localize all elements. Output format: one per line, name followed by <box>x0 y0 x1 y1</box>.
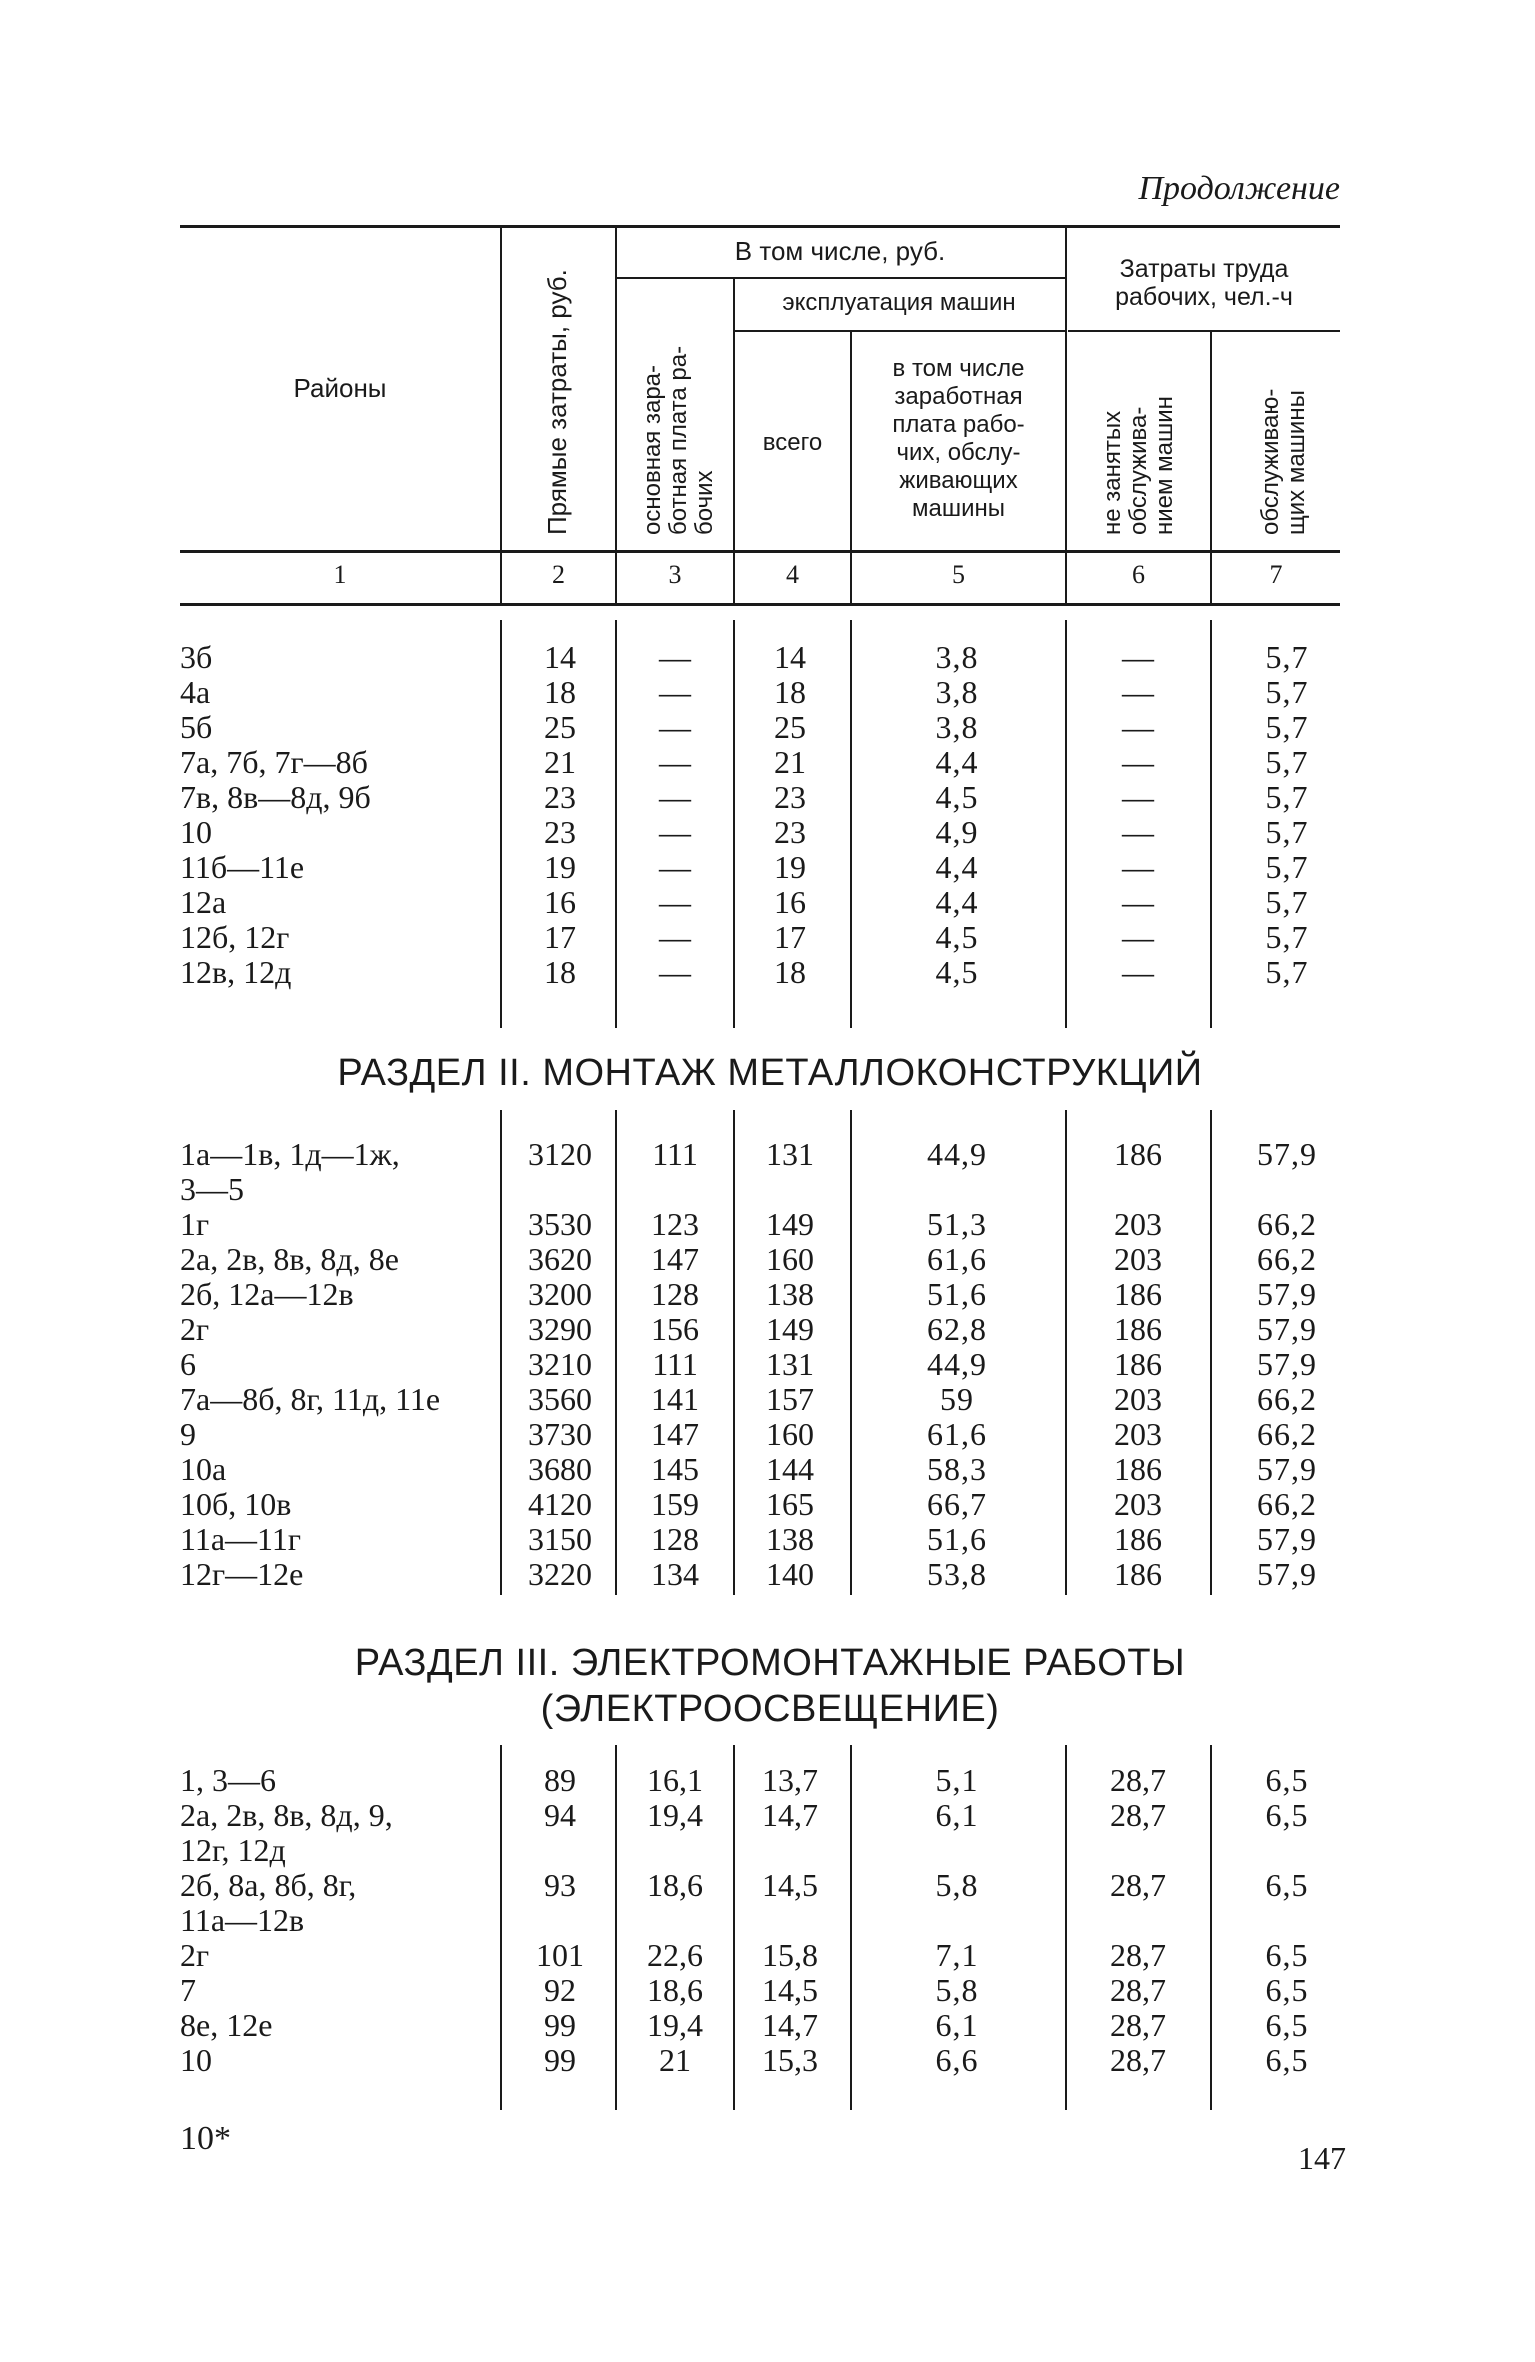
direct-costs-cell: 3620 <box>528 1241 592 1277</box>
labor-machines-cell: 6,5 <box>1265 1937 1309 1973</box>
labor-machines-cell: 6,5 <box>1265 2042 1309 2078</box>
direct-costs-cell: 94 <box>544 1797 576 1833</box>
direct-costs-cell: 19 <box>544 849 576 885</box>
base-wages-cell: 111 <box>652 1136 698 1172</box>
direct-costs-cell: 3210 <box>528 1346 592 1382</box>
district-cell: 7а—8б, 8г, 11д, 11е <box>180 1381 441 1417</box>
direct-costs-cell: 23 <box>544 814 576 850</box>
machine-wages-cell: 3,8 <box>935 674 979 710</box>
machines-total-cell: 18 <box>774 954 806 990</box>
column-number: 6 <box>1132 560 1145 589</box>
machine-wages-cell: 53,8 <box>927 1556 987 1592</box>
labor-machines-cell: 66,2 <box>1257 1206 1317 1242</box>
machines-total-cell: 131 <box>766 1346 814 1382</box>
labor-machines-cell: 66,2 <box>1257 1486 1317 1522</box>
direct-costs-cell: 21 <box>544 744 576 780</box>
machine-wages-cell: 51,3 <box>927 1206 987 1242</box>
header-group-including: В том числе, руб. <box>734 236 946 266</box>
column-number: 5 <box>952 560 965 589</box>
direct-costs-cell: 3290 <box>528 1311 592 1347</box>
labor-not-machines-cell: 186 <box>1114 1311 1162 1347</box>
machines-total-cell: 14,5 <box>762 1972 818 2008</box>
labor-machines-cell: 5,7 <box>1265 954 1309 990</box>
column-number: 4 <box>786 560 799 589</box>
labor-not-machines-cell: — <box>1122 954 1154 990</box>
machines-total-cell: 160 <box>766 1416 814 1452</box>
district-cell: 9 <box>180 1416 196 1452</box>
district-cell: 12г, 12д <box>180 1832 286 1868</box>
machines-total-cell: 14 <box>774 639 806 675</box>
machine-wages-cell: 59 <box>940 1381 974 1417</box>
table-row <box>0 1382 1535 1417</box>
district-cell: 4а <box>180 674 211 710</box>
table-row <box>0 920 1535 955</box>
machines-total-cell: 13,7 <box>762 1762 818 1798</box>
district-cell: 12б, 12г <box>180 919 290 955</box>
machines-total-cell: 138 <box>766 1276 814 1312</box>
machines-total-cell: 14,7 <box>762 1797 818 1833</box>
header-bottom-rule <box>180 550 1340 553</box>
base-wages-cell: 111 <box>652 1346 698 1382</box>
machine-wages-cell: 3,8 <box>935 709 979 745</box>
base-wages-cell: — <box>659 674 691 710</box>
base-wages-cell: — <box>659 779 691 815</box>
labor-machines-cell: 57,9 <box>1257 1451 1317 1487</box>
table-row <box>0 710 1535 745</box>
labor-not-machines-cell: 28,7 <box>1110 1937 1166 1973</box>
table-row <box>0 1312 1535 1347</box>
district-cell: 2г <box>180 1937 210 1973</box>
table-row <box>0 1452 1535 1487</box>
labor-machines-cell: 5,7 <box>1265 884 1309 920</box>
machines-total-cell: 157 <box>766 1381 814 1417</box>
labor-machines-cell: 66,2 <box>1257 1416 1317 1452</box>
machine-wages-cell: 4,5 <box>935 954 979 990</box>
header-direct-costs: Прямые затраты, руб. <box>542 269 572 535</box>
labor-machines-cell: 57,9 <box>1257 1521 1317 1557</box>
column-number: 1 <box>333 560 347 589</box>
district-cell: 10 <box>180 814 212 850</box>
machines-total-cell: 21 <box>774 744 806 780</box>
machine-wages-cell: 66,7 <box>927 1486 987 1522</box>
base-wages-cell: 134 <box>651 1556 699 1592</box>
machines-total-cell: 14,7 <box>762 2007 818 2043</box>
column-number: 3 <box>668 560 682 589</box>
base-wages-cell: 156 <box>651 1311 699 1347</box>
district-cell: 2г <box>180 1311 210 1347</box>
section-title-2: РАЗДЕЛ II. МОНТАЖ МЕТАЛЛОКОНСТРУКЦИЙ <box>337 1052 1203 1094</box>
machines-total-cell: 15,3 <box>762 2042 818 2078</box>
district-cell: 5б <box>180 709 213 745</box>
labor-machines-cell: 5,7 <box>1265 849 1309 885</box>
labor-not-machines-cell: 28,7 <box>1110 1762 1166 1798</box>
labor-not-machines-cell: 203 <box>1114 1381 1162 1417</box>
direct-costs-cell: 14 <box>544 639 576 675</box>
machine-wages-cell: 62,8 <box>927 1311 987 1347</box>
column-numbers-rule <box>180 603 1340 606</box>
machine-wages-cell: 51,6 <box>927 1276 987 1312</box>
district-cell: 10 <box>180 2042 212 2078</box>
machines-total-cell: 138 <box>766 1521 814 1557</box>
machines-total-cell: 140 <box>766 1556 814 1592</box>
base-wages-cell: 19,4 <box>647 2007 703 2043</box>
labor-not-machines-cell: — <box>1122 639 1154 675</box>
labor-not-machines-cell: 203 <box>1114 1416 1162 1452</box>
base-wages-cell: 159 <box>651 1486 699 1522</box>
machine-wages-cell: 61,6 <box>927 1416 987 1452</box>
labor-not-machines-cell: 186 <box>1114 1521 1162 1557</box>
base-wages-cell: 19,4 <box>647 1797 703 1833</box>
base-wages-cell: — <box>659 744 691 780</box>
header-labor-not-machines: не занятых обслужива- нием машин <box>1099 396 1178 535</box>
table-row <box>0 1833 1535 1868</box>
machine-wages-cell: 6,6 <box>935 2042 979 2078</box>
district-cell: 7 <box>180 1972 196 2008</box>
table-row <box>0 1903 1535 1938</box>
table-row <box>0 1172 1535 1207</box>
district-cell: 1а—1в, 1д—1ж, <box>180 1136 400 1172</box>
signature-mark: 10* <box>180 2120 231 2157</box>
direct-costs-cell: 92 <box>544 1972 576 2008</box>
labor-not-machines-cell: — <box>1122 814 1154 850</box>
machines-total-cell: 19 <box>774 849 806 885</box>
table-row <box>0 1487 1535 1522</box>
machine-wages-cell: 44,9 <box>927 1136 987 1172</box>
direct-costs-cell: 93 <box>544 1867 576 1903</box>
labor-not-machines-cell: 203 <box>1114 1206 1162 1242</box>
district-cell: 12а <box>180 884 227 920</box>
district-cell: 10б, 10в <box>180 1486 292 1522</box>
direct-costs-cell: 4120 <box>528 1486 592 1522</box>
direct-costs-cell: 18 <box>544 674 576 710</box>
direct-costs-cell: 89 <box>544 1762 576 1798</box>
machine-wages-cell: 4,4 <box>935 744 979 780</box>
table-row <box>0 885 1535 920</box>
district-cell: 2б, 8а, 8б, 8г, <box>180 1867 357 1903</box>
district-cell: 7в, 8в—8д, 9б <box>180 779 371 815</box>
labor-machines-cell: 57,9 <box>1257 1311 1317 1347</box>
labor-machines-cell: 5,7 <box>1265 744 1309 780</box>
labor-machines-cell: 5,7 <box>1265 919 1309 955</box>
table-row <box>0 1347 1535 1382</box>
header-machines-total: всего <box>762 429 823 456</box>
district-cell: 2а, 2в, 8в, 8д, 8е <box>180 1241 399 1277</box>
table-row <box>0 2043 1535 2078</box>
labor-not-machines-cell: 186 <box>1114 1556 1162 1592</box>
machine-wages-cell: 4,9 <box>935 814 979 850</box>
machines-total-cell: 16 <box>774 884 806 920</box>
base-wages-cell: 21 <box>659 2042 691 2078</box>
labor-machines-cell: 6,5 <box>1265 1797 1309 1833</box>
table-row <box>0 2008 1535 2043</box>
base-wages-cell: — <box>659 709 691 745</box>
labor-machines-cell: 66,2 <box>1257 1241 1317 1277</box>
direct-costs-cell: 99 <box>544 2042 576 2078</box>
machine-wages-cell: 6,1 <box>935 1797 979 1833</box>
machines-total-cell: 160 <box>766 1241 814 1277</box>
header-machine-wages: в том числе заработная плата рабо- чих, обслу- живающих машины <box>892 355 1025 522</box>
labor-machines-cell: 5,7 <box>1265 779 1309 815</box>
machine-wages-cell: 5,8 <box>935 1972 979 2008</box>
header-divider <box>1065 228 1067 603</box>
direct-costs-cell: 18 <box>544 954 576 990</box>
labor-not-machines-cell: 186 <box>1114 1136 1162 1172</box>
table-row <box>0 1557 1535 1592</box>
district-cell: 11а—11г <box>180 1521 301 1557</box>
machines-total-cell: 144 <box>766 1451 814 1487</box>
base-wages-cell: — <box>659 919 691 955</box>
table-row <box>0 850 1535 885</box>
header-labor-machines: обслуживаю- щих машины <box>1257 388 1310 535</box>
base-wages-cell: 22,6 <box>647 1937 703 1973</box>
table-row <box>0 1763 1535 1798</box>
machine-wages-cell: 4,5 <box>935 919 979 955</box>
labor-not-machines-cell: — <box>1122 744 1154 780</box>
labor-machines-cell: 6,5 <box>1265 2007 1309 2043</box>
table-row <box>0 1277 1535 1312</box>
base-wages-cell: 147 <box>651 1416 699 1452</box>
machines-total-cell: 131 <box>766 1136 814 1172</box>
base-wages-cell: 18,6 <box>647 1972 703 2008</box>
header-divider <box>500 228 502 603</box>
labor-not-machines-cell: — <box>1122 674 1154 710</box>
machine-wages-cell: 44,9 <box>927 1346 987 1382</box>
table-row <box>0 745 1535 780</box>
table-row <box>0 780 1535 815</box>
labor-machines-cell: 6,5 <box>1265 1762 1309 1798</box>
section-title-3: РАЗДЕЛ III. ЭЛЕКТРОМОНТАЖНЫЕ РАБОТЫ (ЭЛЕКТРООСВЕЩЕНИЕ) <box>354 1642 1186 1730</box>
district-cell: 10а <box>180 1451 227 1487</box>
labor-machines-cell: 5,7 <box>1265 814 1309 850</box>
header-group-labor: Затраты труда рабочих, чел.-ч <box>1115 255 1293 311</box>
labor-machines-cell: 6,5 <box>1265 1972 1309 2008</box>
machines-total-cell: 18 <box>774 674 806 710</box>
district-cell: 7а, 7б, 7г—8б <box>180 744 368 780</box>
direct-costs-cell: 99 <box>544 2007 576 2043</box>
base-wages-cell: — <box>659 954 691 990</box>
direct-costs-cell: 23 <box>544 779 576 815</box>
table-row <box>0 1207 1535 1242</box>
labor-machines-cell: 5,7 <box>1265 709 1309 745</box>
district-cell: 12г—12е <box>180 1556 304 1592</box>
machine-wages-cell: 3,8 <box>935 639 979 675</box>
machine-wages-cell: 7,1 <box>935 1937 979 1973</box>
table-row <box>0 1137 1535 1172</box>
table-row <box>0 1522 1535 1557</box>
table-row <box>0 1938 1535 1973</box>
direct-costs-cell: 3150 <box>528 1521 592 1557</box>
base-wages-cell: — <box>659 849 691 885</box>
district-cell: 8е, 12е <box>180 2007 273 2043</box>
table-row <box>0 1868 1535 1903</box>
base-wages-cell: 128 <box>651 1276 699 1312</box>
table-row <box>0 640 1535 675</box>
machine-wages-cell: 58,3 <box>927 1451 987 1487</box>
base-wages-cell: 147 <box>651 1241 699 1277</box>
labor-machines-cell: 6,5 <box>1265 1867 1309 1903</box>
labor-machines-cell: 57,9 <box>1257 1346 1317 1382</box>
labor-not-machines-cell: — <box>1122 709 1154 745</box>
header-top-rule <box>180 225 1340 228</box>
base-wages-cell: — <box>659 814 691 850</box>
district-cell: 3—5 <box>180 1171 244 1207</box>
district-cell: 1, 3—6 <box>180 1762 276 1798</box>
labor-not-machines-cell: 186 <box>1114 1346 1162 1382</box>
machines-total-cell: 15,8 <box>762 1937 818 1973</box>
table-row <box>0 1417 1535 1452</box>
district-cell: 1г <box>180 1206 210 1242</box>
base-wages-cell: — <box>659 884 691 920</box>
district-cell: 12в, 12д <box>180 954 292 990</box>
table-row <box>0 955 1535 990</box>
machines-total-cell: 23 <box>774 814 806 850</box>
labor-not-machines-cell: 186 <box>1114 1276 1162 1312</box>
direct-costs-cell: 3560 <box>528 1381 592 1417</box>
base-wages-cell: 141 <box>651 1381 699 1417</box>
labor-not-machines-cell: 28,7 <box>1110 2007 1166 2043</box>
header-divider <box>615 228 617 603</box>
base-wages-cell: 123 <box>651 1206 699 1242</box>
labor-not-machines-cell: — <box>1122 849 1154 885</box>
direct-costs-cell: 3120 <box>528 1136 592 1172</box>
labor-machines-cell: 5,7 <box>1265 639 1309 675</box>
direct-costs-cell: 3200 <box>528 1276 592 1312</box>
labor-machines-cell: 5,7 <box>1265 674 1309 710</box>
labor-not-machines-cell: 28,7 <box>1110 1797 1166 1833</box>
direct-costs-cell: 3680 <box>528 1451 592 1487</box>
machine-wages-cell: 6,1 <box>935 2007 979 2043</box>
header-districts: Районы <box>293 373 387 403</box>
machines-total-cell: 149 <box>766 1206 814 1242</box>
table-row <box>0 1973 1535 2008</box>
direct-costs-cell: 3220 <box>528 1556 592 1592</box>
machine-wages-cell: 4,4 <box>935 849 979 885</box>
table-row <box>0 815 1535 850</box>
machine-wages-cell: 4,5 <box>935 779 979 815</box>
machine-wages-cell: 5,1 <box>935 1762 979 1798</box>
labor-machines-cell: 57,9 <box>1257 1556 1317 1592</box>
labor-not-machines-cell: 28,7 <box>1110 1972 1166 2008</box>
machines-total-cell: 14,5 <box>762 1867 818 1903</box>
base-wages-cell: — <box>659 639 691 675</box>
direct-costs-cell: 3530 <box>528 1206 592 1242</box>
header-group-machines: эксплуатация машин <box>782 289 1016 316</box>
district-cell: 11а—12в <box>180 1902 305 1938</box>
district-cell: 3б <box>180 639 213 675</box>
machine-wages-cell: 61,6 <box>927 1241 987 1277</box>
labor-not-machines-cell: — <box>1122 919 1154 955</box>
machine-wages-cell: 51,6 <box>927 1521 987 1557</box>
district-cell: 2а, 2в, 8в, 8д, 9, <box>180 1797 393 1833</box>
direct-costs-cell: 25 <box>544 709 576 745</box>
table-row <box>0 1242 1535 1277</box>
machines-total-cell: 23 <box>774 779 806 815</box>
labor-not-machines-cell: 203 <box>1114 1241 1162 1277</box>
labor-not-machines-cell: — <box>1122 884 1154 920</box>
header-base-wages: основная зара- ботная плата ра- бочих <box>639 345 718 535</box>
labor-machines-cell: 57,9 <box>1257 1136 1317 1172</box>
base-wages-cell: 145 <box>651 1451 699 1487</box>
machines-total-cell: 165 <box>766 1486 814 1522</box>
base-wages-cell: 18,6 <box>647 1867 703 1903</box>
table-row <box>0 675 1535 710</box>
table-row <box>0 1798 1535 1833</box>
column-number: 2 <box>552 560 565 589</box>
district-cell: 6 <box>180 1346 196 1382</box>
labor-not-machines-cell: — <box>1122 779 1154 815</box>
column-number: 7 <box>1269 560 1283 589</box>
continuation-label: Продолжение <box>1138 170 1340 207</box>
direct-costs-cell: 101 <box>536 1937 584 1973</box>
machine-wages-cell: 5,8 <box>935 1867 979 1903</box>
machines-total-cell: 25 <box>774 709 806 745</box>
group-machines-rule <box>733 330 1065 332</box>
base-wages-cell: 128 <box>651 1521 699 1557</box>
labor-not-machines-cell: 28,7 <box>1110 1867 1166 1903</box>
machine-wages-cell: 4,4 <box>935 884 979 920</box>
base-wages-cell: 16,1 <box>647 1762 703 1798</box>
district-cell: 11б—11е <box>180 849 305 885</box>
machines-total-cell: 149 <box>766 1311 814 1347</box>
direct-costs-cell: 16 <box>544 884 576 920</box>
direct-costs-cell: 17 <box>544 919 576 955</box>
labor-machines-cell: 57,9 <box>1257 1276 1317 1312</box>
district-cell: 2б, 12а—12в <box>180 1276 354 1312</box>
labor-not-machines-cell: 203 <box>1114 1486 1162 1522</box>
group-labor-rule <box>1068 330 1340 332</box>
labor-machines-cell: 66,2 <box>1257 1381 1317 1417</box>
direct-costs-cell: 3730 <box>528 1416 592 1452</box>
labor-not-machines-cell: 186 <box>1114 1451 1162 1487</box>
labor-not-machines-cell: 28,7 <box>1110 2042 1166 2078</box>
group-including-rule <box>615 277 1065 279</box>
machines-total-cell: 17 <box>774 919 806 955</box>
page-number: 147 <box>1298 2140 1346 2176</box>
